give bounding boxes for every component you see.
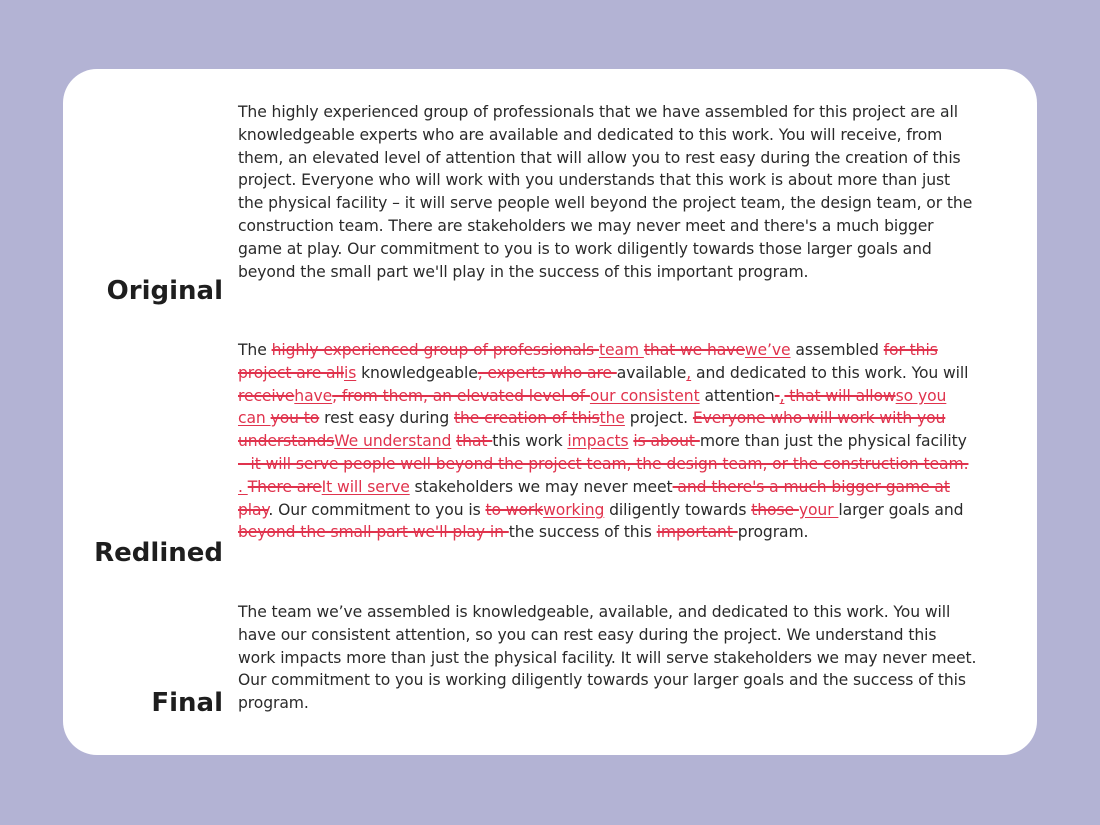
original-text: The highly experienced group of professionals that we have assembled for this project are all knowledgeable experts who are available and dedicated to this work. You will receive, from them, an elevated level of attention that will allow you to rest easy during the creation of this project. Everyone who will work with you understands that this work is about more than just the physical facility – it will serve people well beyond the project team, the design team, or the construction team. There are stakeholders we may never meet and there's a much bigger game at play. Our commitment to you is to work diligently towards those larger goals and beyond the small part we'll play in the success of this important program. (238, 103, 973, 281)
deleted-text: , experts who are (477, 363, 617, 382)
inserted-text: we’ve (744, 341, 791, 359)
deleted-text: to work (485, 500, 544, 519)
deleted-text: important (656, 523, 738, 542)
final-label: Final (151, 688, 223, 718)
deleted-text: those (751, 500, 799, 519)
unchanged-text: and dedicated to this work. You will (691, 363, 969, 382)
unchanged-text: attention (699, 386, 775, 405)
unchanged-text: program. (737, 523, 809, 542)
inserted-text: , (779, 386, 785, 405)
inserted-text: working (543, 500, 605, 519)
deleted-text: and there's a much bigger game at play (238, 477, 950, 519)
unchanged-text: more than just the physical facility (699, 432, 967, 451)
deleted-text: that we have (643, 341, 745, 359)
inserted-text: We understand (334, 432, 452, 451)
deleted-text: you to (270, 409, 320, 428)
unchanged-text: . Our commitment to you is (268, 500, 486, 519)
inserted-text: the (599, 409, 625, 428)
unchanged-text: diligently towards (604, 500, 752, 519)
unchanged-text: knowledgeable (356, 363, 478, 382)
inserted-text: your (798, 500, 839, 519)
inserted-text: our consistent (589, 386, 700, 405)
unchanged-text: rest easy during (319, 409, 454, 428)
redlined-label: Redlined (94, 538, 223, 568)
deleted-text: for this project are all (238, 341, 938, 382)
inserted-text: is (343, 363, 357, 382)
inserted-text: impacts (567, 432, 629, 451)
deleted-text: , from them, an elevated level of (332, 386, 590, 405)
deleted-text: is about (633, 432, 700, 451)
inserted-text: team (598, 341, 644, 359)
unchanged-text: this work (492, 432, 568, 451)
unchanged-text: available (616, 363, 687, 382)
unchanged-text: larger goals and (838, 500, 964, 519)
deleted-text: that (456, 432, 493, 451)
deleted-text: Everyone who will work with you understands (238, 409, 946, 451)
inserted-text: have (294, 386, 333, 405)
deleted-text: highly experienced group of professionals (271, 341, 599, 359)
redlined-text (238, 339, 978, 544)
inserted-text: It will serve (321, 477, 410, 496)
deleted-text: that will allow (784, 386, 896, 405)
deleted-text: receive (238, 386, 295, 405)
unchanged-text: project. (624, 409, 693, 428)
deleted-text: the creation of this (454, 409, 600, 428)
unchanged-text: assembled (790, 341, 884, 359)
unchanged-text: The (238, 341, 272, 359)
final-text: The team we’ve assembled is knowledgeable, available, and dedicated to this work. You will have our consistent attention, so you can rest easy during the project. We understand this work impacts more than just the physical facility. It will serve stakeholders we may never meet. Our commitment to you is working diligently towards your larger goals and the success of this program. (238, 603, 977, 713)
deleted-text: – it will serve people well beyond the project team, the design team, or the construction team. (238, 454, 969, 473)
deleted-text: beyond the small part we'll play in (238, 523, 509, 542)
deleted-text: There are (247, 477, 322, 496)
inserted-text: . (238, 477, 248, 496)
inserted-text: so you can (238, 386, 947, 428)
comparison-card (63, 69, 1037, 755)
unchanged-text: the success of this (508, 523, 657, 542)
inserted-text: , (686, 363, 692, 382)
original-label: Original (106, 276, 223, 306)
unchanged-text: stakeholders we may never meet (409, 477, 673, 496)
